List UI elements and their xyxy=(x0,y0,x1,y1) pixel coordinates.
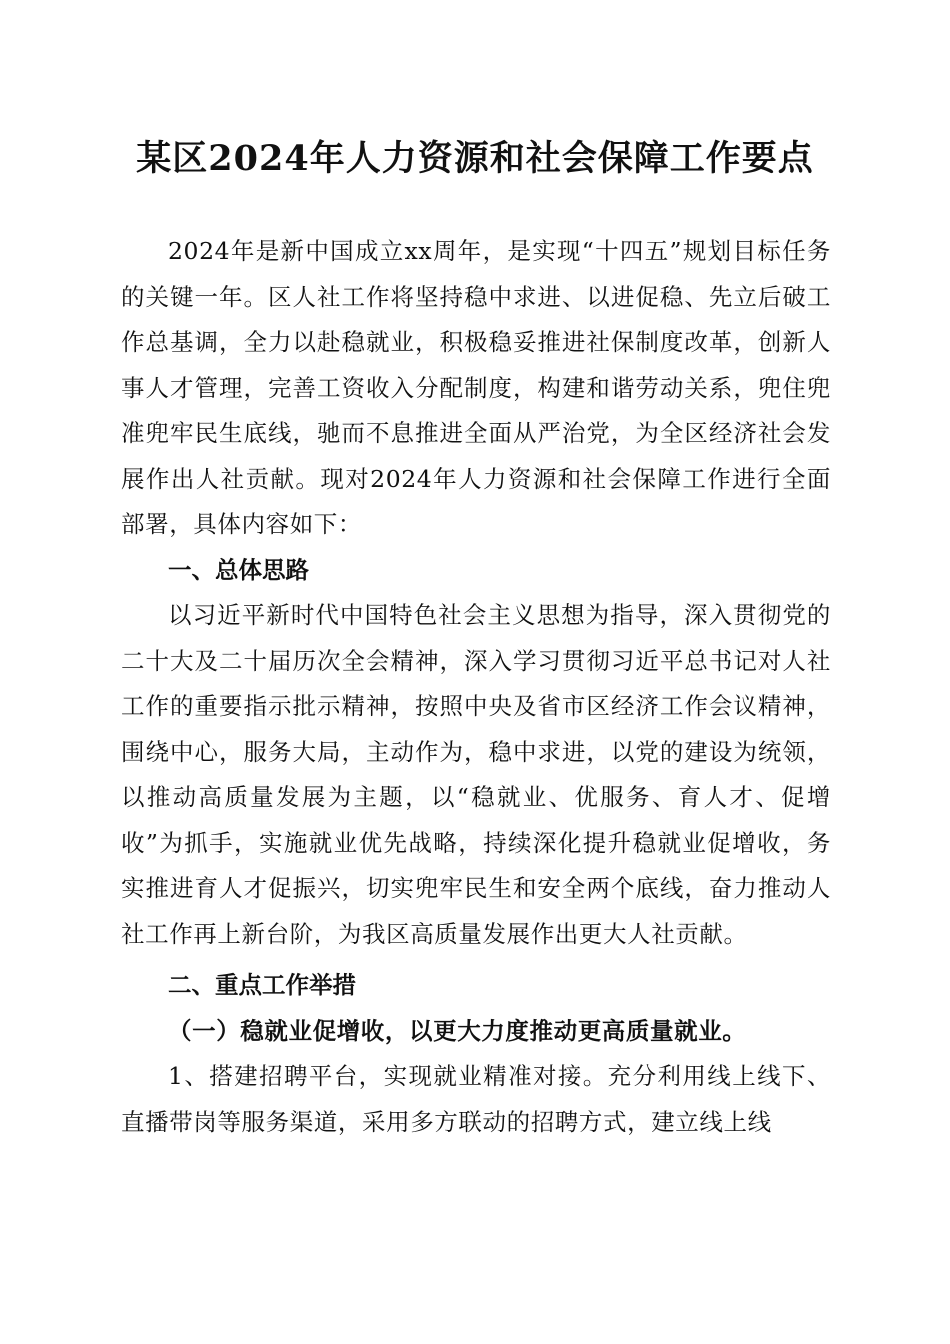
item-1-paragraph: 1、搭建招聘平台，实现就业精准对接。充分利用线上线下、直播带岗等服务渠道，采用多方联动的招聘方式，建立线上线 xyxy=(121,1062,831,1136)
overall-approach-paragraph: 以习近平新时代中国特色社会主义思想为指导，深入贯彻党的二十大及二十届历次全会精神，深入学习贯彻习近平总书记对人社工作的重要指示批示精神，按照中央及省市区经济工作会议精神，围绕中心，服务大局，主动作为，稳中求进，以党的建设为统领，以推动高质量发展为主题，以“稳就业、优服务、育人才、促增收”为抓手，实施就业优先战略，持续深化提升稳就业促增收，务实推进育人才促振兴，切实兜牢民生和安全两个底线，奋力推动人社工作再上新台阶，为我区高质量发展作出更大人社贡献。 xyxy=(121,601,831,948)
section-heading-overall-approach: 一、总体思路 xyxy=(168,555,309,584)
subsection-heading-employment: （一）稳就业促增收，以更大力度推动更高质量就业。 xyxy=(168,1016,747,1045)
section-heading-key-measures: 二、重点工作举措 xyxy=(168,971,356,999)
document-title: 某区2024年人力资源和社会保障工作要点 xyxy=(136,138,814,179)
intro-paragraph: 2024年是新中国成立xx周年，是实现“十四五”规划目标任务的关键一年。区人社工作将坚持稳中求进、以进促稳、先立后破工作总基调，全力以赴稳就业，积极稳妥推进社保制度改革，创新人事人才管理，完善工资收入分配制度，构建和谐劳动关系，兜住兜准兜牢民生底线，驰而不息推进全面从严治党，为全区经济社会发展作出人社贡献。现对2024年人力资源和社会保障工作进行全面部署，具体内容如下： xyxy=(121,237,831,538)
document-body xyxy=(121,229,831,1145)
